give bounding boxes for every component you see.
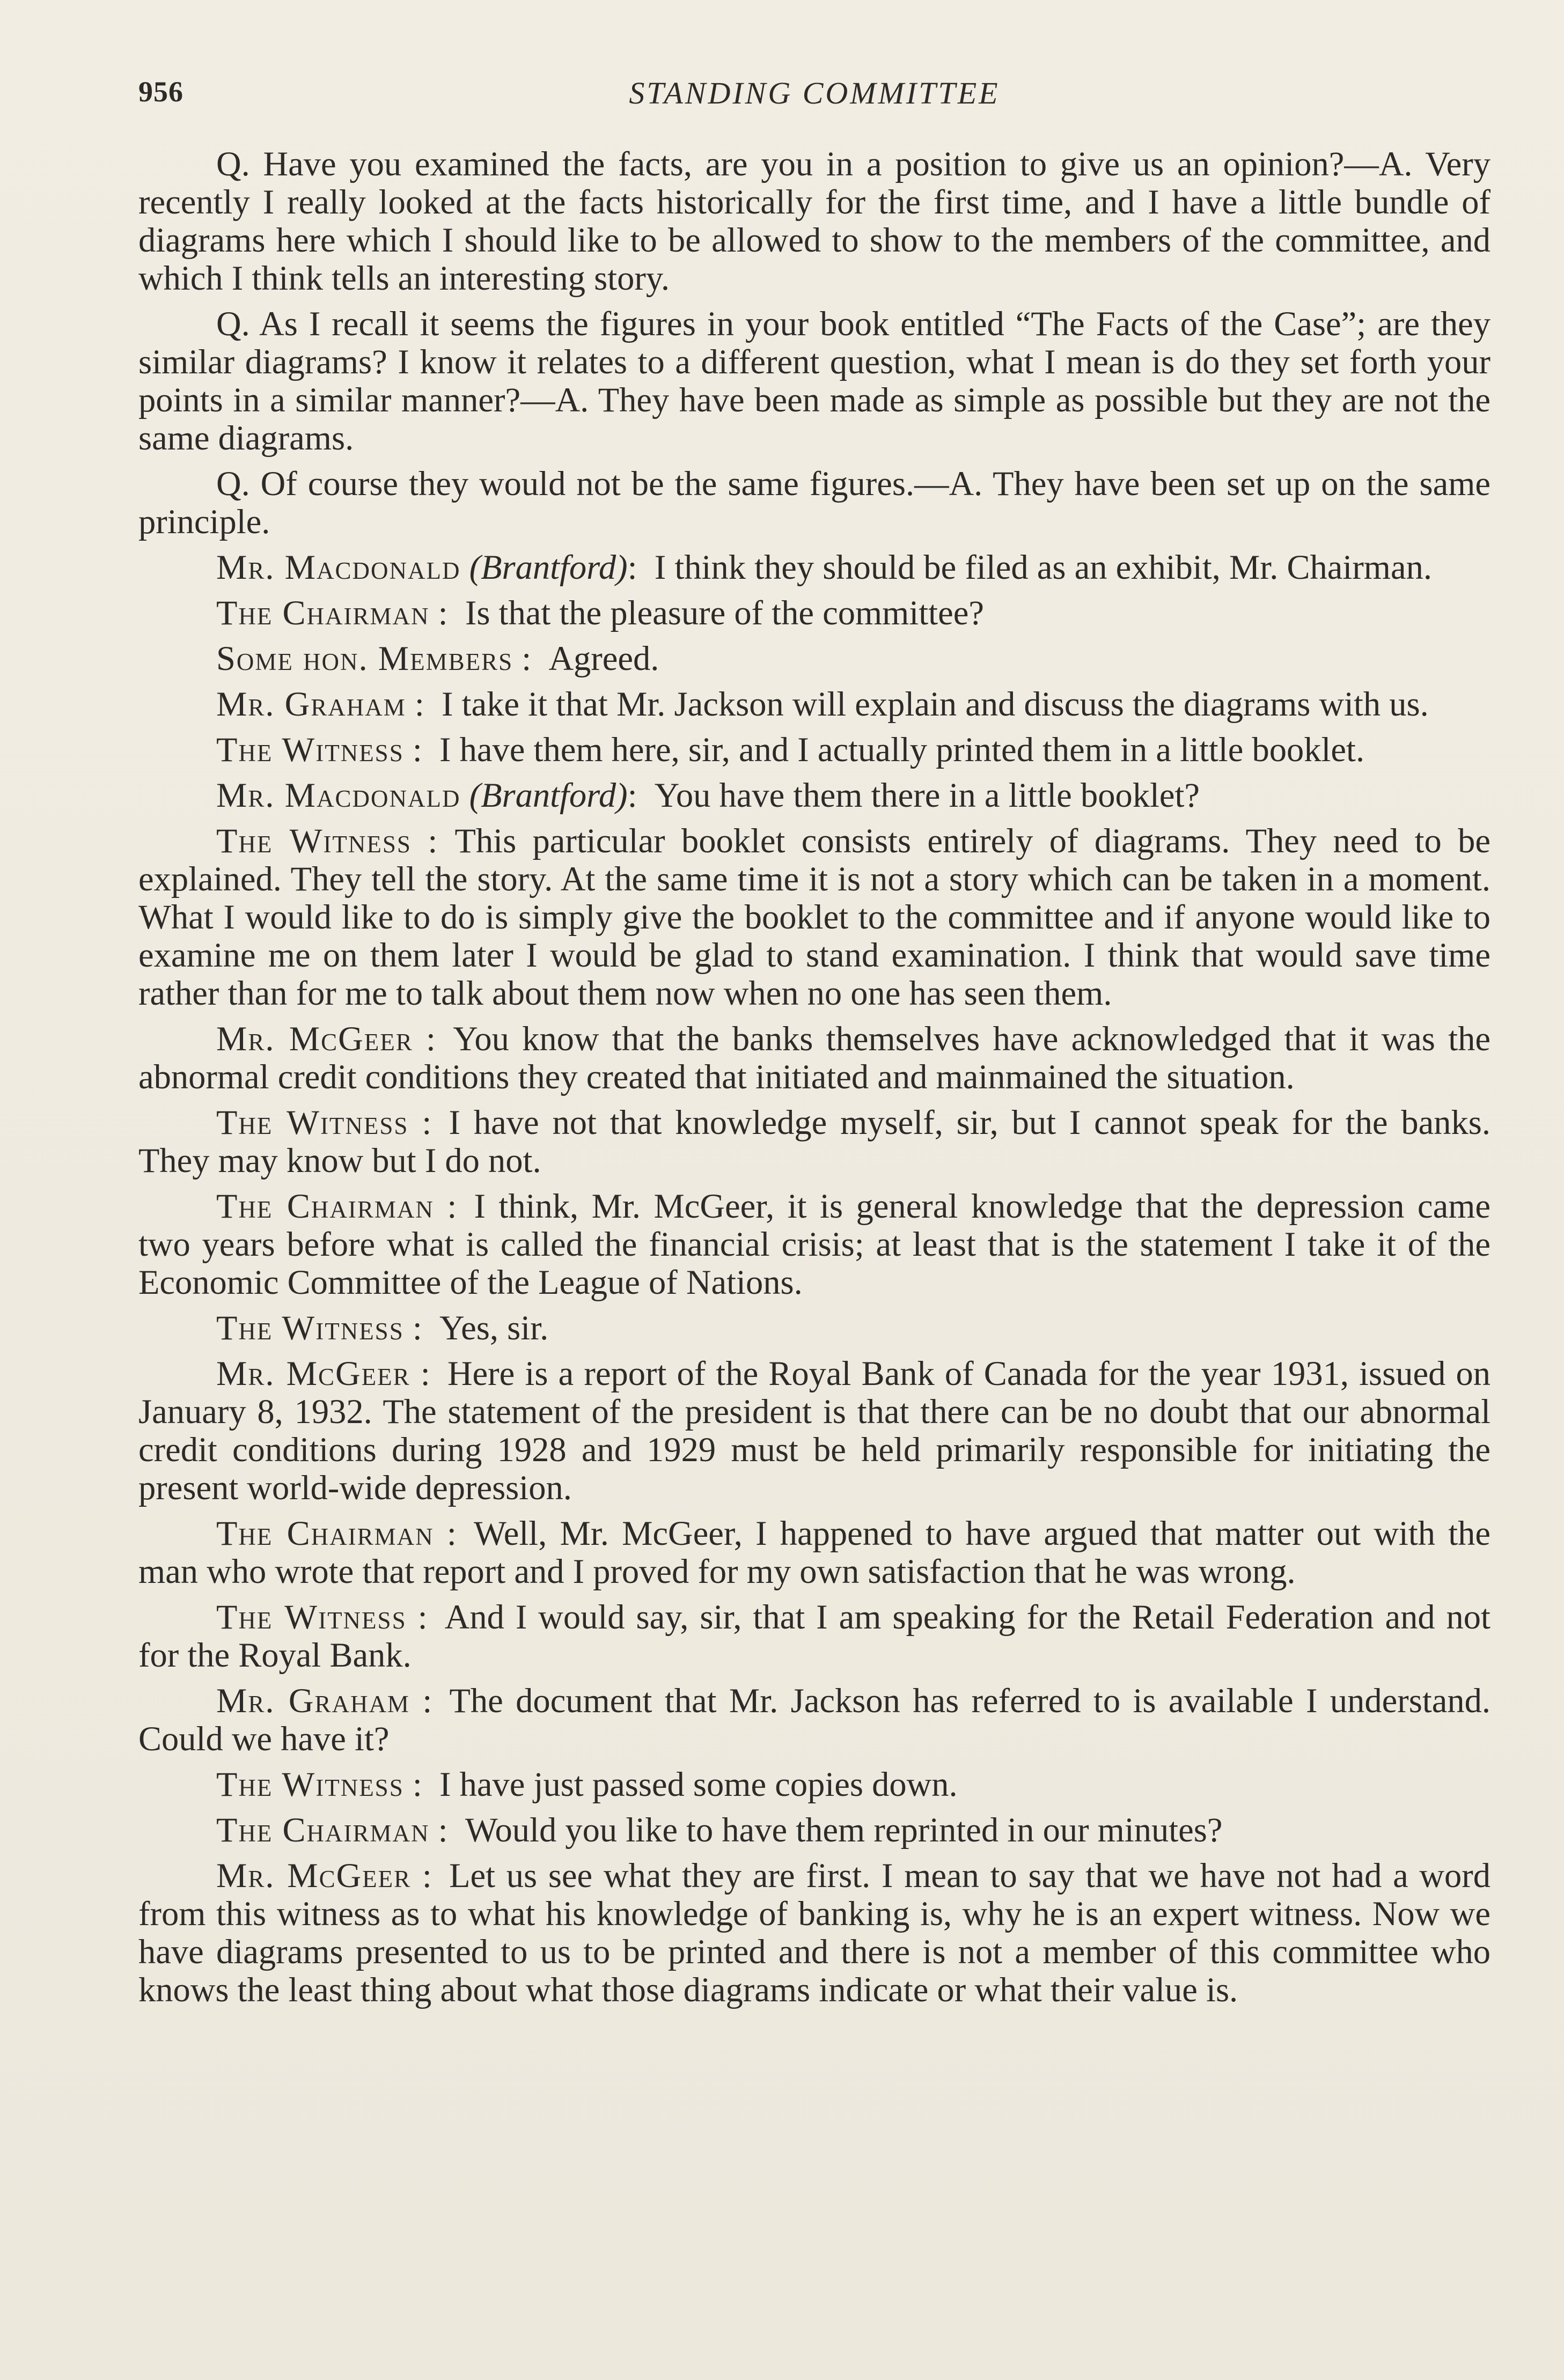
speaker-colon: :	[412, 1765, 422, 1803]
transcript-paragraph	[138, 1354, 1490, 1507]
speaker-constituency: (Brantford)	[469, 548, 628, 586]
transcript-paragraph	[138, 1811, 1490, 1849]
speaker-colon: :	[420, 1354, 430, 1392]
speaker-name: Mr. Graham	[216, 1682, 410, 1720]
paragraph-text: Q. As I recall it seems the figures in your book entitled “The Facts of the Case”; are they similar diagrams? I know it relates to a different question, what I mean is do they set forth your points in a similar manner?—A. They have been made as simple as possible but they are not the same diagrams.	[138, 305, 1490, 457]
transcript-paragraph	[138, 305, 1490, 457]
paragraph-text: I think, Mr. McGeer, it is general knowledge that the depression came two years before what is called the financial crisis; at least that is the statement I take it of the Economic Committee of the League of Nations.	[138, 1187, 1490, 1301]
transcript-paragraph	[138, 1598, 1490, 1674]
speaker-name: The Witness	[216, 1309, 404, 1347]
transcript-paragraph	[138, 731, 1490, 769]
speaker-colon: :	[422, 1856, 432, 1895]
speaker-colon: :	[446, 1514, 457, 1552]
speaker-colon: :	[412, 1309, 422, 1347]
speaker-name: Mr. Macdonald	[216, 548, 461, 586]
speaker-colon: :	[426, 1020, 436, 1058]
transcript-paragraph	[138, 1187, 1490, 1301]
transcript-paragraph	[138, 1103, 1490, 1180]
speaker-name: The Witness	[216, 1765, 404, 1803]
transcript-paragraph	[138, 1682, 1490, 1758]
speaker-colon: :	[438, 594, 448, 632]
transcript-paragraph	[138, 145, 1490, 297]
transcript-paragraph	[138, 685, 1490, 723]
transcript-paragraph	[138, 822, 1490, 1012]
speaker-name: The Witness	[216, 1598, 407, 1636]
paragraph-text: Agreed.	[548, 639, 659, 677]
speaker-colon: :	[522, 639, 532, 677]
speaker-name: Some hon. Members	[216, 639, 513, 677]
paragraph-text: Q. Of course they would not be the same figures.—A. They have been set up on the same principle.	[138, 465, 1490, 541]
transcript-paragraph	[138, 639, 1490, 677]
paragraph-text: You have them there in a little booklet?	[654, 776, 1200, 814]
speaker-colon: :	[438, 1811, 448, 1849]
speaker-name: Mr. McGeer	[216, 1354, 410, 1392]
paragraph-text: I have just passed some copies down.	[439, 1765, 958, 1803]
speaker-name: Mr. McGeer	[216, 1020, 413, 1058]
paragraph-text: I have not that knowledge myself, sir, but I cannot speak for the banks. They may know but I do not.	[138, 1103, 1490, 1180]
transcript-paragraph	[138, 776, 1490, 814]
paragraph-text: I think they should be filed as an exhibit, Mr. Chairman.	[654, 548, 1432, 586]
speaker-colon: :	[428, 822, 438, 860]
paragraph-text: This particular booklet consists entirely of diagrams. They need to be explained. They tell the story. At the same time it is not a story which can be taken in a moment. What I would like to do is simply give the booklet to the committee and if anyone would like to examine me on them later I would be glad to stand examination. I think that would save time rather than for me to talk about them now when no one has seen them.	[138, 822, 1490, 1012]
paragraph-text: The document that Mr. Jackson has referred to is available I understand. Could we have it?	[138, 1682, 1490, 1758]
speaker-name: The Chairman	[216, 1811, 430, 1849]
transcript-paragraph	[138, 1309, 1490, 1347]
speaker-colon: :	[447, 1187, 457, 1225]
paragraph-text: Well, Mr. McGeer, I happened to have argued that matter out with the man who wrote that report and I proved for my own satisfaction that he was wrong.	[138, 1514, 1491, 1590]
paragraph-text: And I would say, sir, that I am speaking for the Retail Federation and not for the Royal Bank.	[138, 1598, 1490, 1674]
transcript-paragraph	[138, 1020, 1490, 1096]
speaker-name: Mr. Macdonald	[216, 776, 461, 814]
transcript-paragraph	[138, 548, 1490, 586]
speaker-name: The Witness	[216, 822, 412, 860]
running-head: STANDING COMMITTEE	[629, 76, 1000, 110]
speaker-colon: :	[422, 1682, 432, 1720]
transcript-body	[138, 145, 1490, 2016]
speaker-constituency: (Brantford)	[469, 776, 628, 814]
paragraph-text: I have them here, sir, and I actually printed them in a little booklet.	[439, 731, 1365, 769]
transcript-paragraph	[138, 594, 1490, 632]
speaker-name: The Chairman	[216, 594, 430, 632]
speaker-name: The Chairman	[216, 1187, 434, 1225]
paragraph-text: Would you like to have them reprinted in our minutes?	[465, 1811, 1223, 1849]
page-number: 956	[138, 76, 183, 108]
speaker-name: Mr. Graham	[216, 685, 406, 723]
transcript-paragraph	[138, 1514, 1490, 1590]
speaker-colon: :	[627, 776, 637, 814]
paragraph-text: Here is a report of the Royal Bank of Canada for the year 1931, issued on January 8, 1932. The statement of the president is that there can be no doubt that our abnormal credit conditions during 1928 and 1929 must be held primarily responsible for initiating the present world-wide depression.	[138, 1354, 1491, 1507]
paragraph-text: Yes, sir.	[439, 1309, 549, 1347]
speaker-name: Mr. McGeer	[216, 1856, 412, 1895]
speaker-name: The Witness	[216, 731, 404, 769]
transcript-paragraph	[138, 1856, 1490, 2009]
paragraph-text: Is that the pleasure of the committee?	[465, 594, 984, 632]
paragraph-text: You know that the banks themselves have acknowledged that it was the abnormal credit conditions they created that initiated and mainmained the situation.	[138, 1020, 1491, 1096]
speaker-colon: :	[422, 1103, 432, 1141]
speaker-colon: :	[417, 1598, 428, 1636]
page-header	[138, 75, 1490, 118]
paragraph-text: Q. Have you examined the facts, are you in a position to give us an opinion?—A. Very recently I really looked at the facts historically for the first time, and I have a little bundle of diagrams here which I should like to be allowed to show to the members of the committee, and which I think tells an interesting story.	[138, 145, 1490, 297]
transcript-paragraph	[138, 465, 1490, 541]
paragraph-text: Let us see what they are first. I mean to say that we have not had a word from this witness as to what his knowledge of banking is, why he is an expert witness. Now we have diagrams presented to us to be printed and there is not a member of this committee who knows the least thing about what those diagrams indicate or what their value is.	[138, 1856, 1490, 2009]
speaker-colon: :	[627, 548, 637, 586]
transcript-paragraph	[138, 1765, 1490, 1803]
paragraph-text: I take it that Mr. Jackson will explain and discuss the diagrams with us.	[442, 685, 1429, 723]
speaker-name: The Chairman	[216, 1514, 434, 1552]
speaker-colon: :	[412, 731, 422, 769]
speaker-colon: :	[414, 685, 424, 723]
speaker-name: The Witness	[216, 1103, 409, 1141]
